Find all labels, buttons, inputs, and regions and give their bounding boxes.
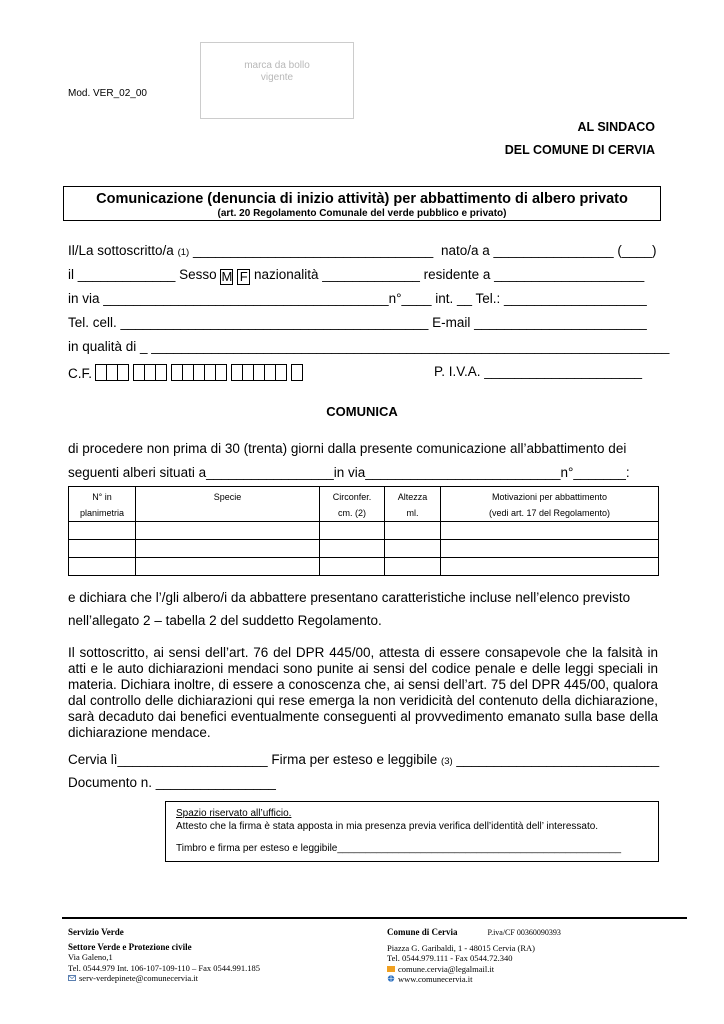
document-row[interactable]: Documento n. ________________ <box>68 775 276 790</box>
stamp-box <box>200 42 354 119</box>
name-label: Il/La sottoscritto/a <box>68 243 174 258</box>
col-altezza: Altezza ml. <box>385 487 441 522</box>
office-line2: Timbro e firma per esteso e leggibile___________________________________________________ <box>176 843 622 854</box>
cf-boxes[interactable] <box>96 364 308 384</box>
footer-left-phone: Tel. 0544.979 Int. 106-107-109-110 – Fax 0544.991.185 <box>68 962 260 973</box>
body2-line1: e dichiara che l’/gli albero/i da abbattere presentano caratteristiche incluse nell’elenco previsto <box>68 590 631 605</box>
col-planimetria: N° in planimetria <box>69 487 136 522</box>
stamp-line1: marca da bollo <box>244 60 310 71</box>
signature-row <box>68 752 658 767</box>
footer-right <box>387 927 561 985</box>
form-row-tax <box>68 364 658 384</box>
title-box <box>63 186 661 221</box>
sex-f-checkbox[interactable]: F <box>237 269 250 285</box>
footer-comune: Comune di Cervia <box>387 927 458 937</box>
office-title: Spazio riservato all’ufficio. <box>176 808 292 819</box>
footer-right-phone: Tel. 0544.979.111 - Fax 0544.72.340 <box>387 953 513 963</box>
recipient-line1: AL SINDACO <box>577 120 655 134</box>
footnote-3: (3) <box>441 756 453 767</box>
footer-left-email[interactable]: serv-verdepinete@comunecervia.it <box>79 973 198 983</box>
form-title: Comunicazione (denuncia di inizio attività) per abbattimento di albero privato <box>96 191 628 207</box>
birthplace-field[interactable]: nato/a a ________________ (____) <box>441 243 657 258</box>
model-code: Mod. VER_02_00 <box>68 88 147 99</box>
footer-divider <box>62 917 687 919</box>
footer-right-pec[interactable]: comune.cervia@legalmail.it <box>398 963 495 974</box>
footer-service: Servizio Verde <box>68 927 124 937</box>
piva-field[interactable]: P. I.V.A. _____________________ <box>434 364 642 379</box>
stamp-line2: vigente <box>260 72 294 83</box>
declaration-paragraph: Il sottoscritto, ai sensi dell’art. 76 del DPR 445/00, attesta di essere consapevole che la falsità in atti e le auto dichiarazioni mendaci sono punite ai sensi del codice penale e delle leggi speciali in materia. Dichiara inoltre, di essere a conoscenza che, ai sensi dell’art. 75 del DPR 445/00, qualora dal controllo delle dichiarazioni qui rese emerga la non veridicità del contenuto della dichiarazione, sarà decaduto dai benefici eventualmente conseguenti al provvedimento emanato sulla base della dichiarazione mendace. <box>68 645 658 740</box>
form-row-role[interactable]: in qualità di _ _____________________________________________________________________ <box>68 339 670 354</box>
body2-line2: nell’allegato 2 – tabella 2 del suddetto Regolamento. <box>68 613 382 628</box>
footer-left-address: Via Galeno,1 <box>68 952 113 962</box>
birthdate-sex-label[interactable]: il _____________ Sesso <box>68 267 217 282</box>
sex-m-checkbox[interactable]: M <box>221 269 233 284</box>
col-motivazioni: Motivazioni per abbattimento (vedi art. 17 del Regolamento) <box>441 487 659 522</box>
footer-sector: Settore Verde e Protezione civile <box>68 941 192 952</box>
body-line1: di procedere non prima di 30 (trenta) giorni dalla presente comunicazione all’abbattimento dei <box>68 441 627 456</box>
col-circonferenza: Circonfer. cm. (2) <box>320 487 385 522</box>
office-line1: Attesto che la firma è stata apposta in mia presenza previa verifica dell’identità dell’ interessato. <box>176 821 599 832</box>
footer-right-web[interactable]: www.comunecervia.it <box>398 974 473 984</box>
cf-label: C.F. <box>68 366 93 381</box>
nationality-residence-field[interactable]: nazionalità _____________ residente a ____________________ <box>253 267 645 282</box>
recipient-line2: DEL COMUNE DI CERVIA <box>504 143 655 157</box>
footer-right-web-row <box>387 974 561 985</box>
signature-field[interactable]: ___________________________ <box>456 752 660 767</box>
footer-piva: P.iva/CF 00360090393 <box>487 928 561 937</box>
comunica-heading: COMUNICA <box>326 404 398 419</box>
form-row-contacts[interactable]: Tel. cell. _________________________________________ E-mail _______________________ <box>68 315 647 330</box>
footer-right-pec-row <box>387 964 561 975</box>
col-specie: Specie <box>136 487 320 522</box>
footnote-1: (1) <box>177 247 190 258</box>
form-row-birth <box>68 267 658 285</box>
footer-left-email-row <box>68 973 260 984</box>
office-box <box>165 801 659 862</box>
trees-table <box>68 486 659 576</box>
body-line2[interactable]: seguenti alberi situati a_________________in via__________________________n°_______: <box>68 465 630 480</box>
footer-left <box>68 927 260 984</box>
footer-right-address: Piazza G. Garibaldi, 1 - 48015 Cervia (RA) <box>387 942 535 953</box>
form-row-name <box>68 243 658 258</box>
name-field[interactable]: ________________________________ <box>192 243 434 258</box>
table-row[interactable] <box>69 558 659 576</box>
table-header-row <box>69 487 659 522</box>
form-subtitle: (art. 20 Regolamento Comunale del verde pubblico e privato) <box>217 208 507 219</box>
table-row[interactable] <box>69 522 659 540</box>
globe-icon <box>387 974 395 980</box>
mail-icon <box>68 973 76 979</box>
date-signature-label[interactable]: Cervia lì____________________ Firma per esteso e leggibile <box>68 752 438 767</box>
pec-mail-icon <box>387 964 395 970</box>
table-row[interactable] <box>69 540 659 558</box>
form-row-address[interactable]: in via ______________________________________n°____ int. __ Tel.: ___________________ <box>68 291 647 306</box>
